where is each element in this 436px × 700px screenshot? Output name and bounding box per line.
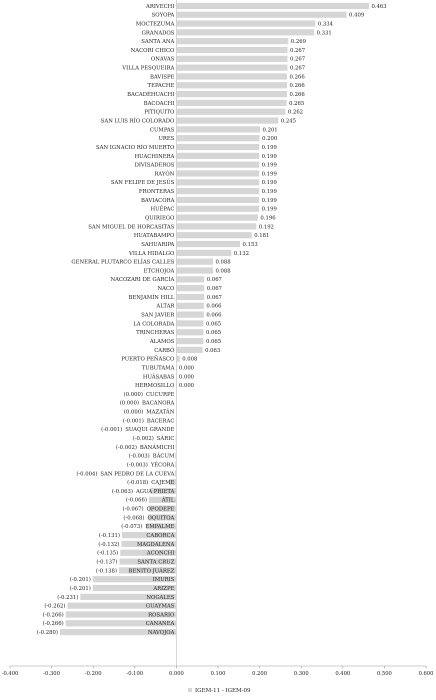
bar: [176, 100, 286, 106]
bar: [176, 117, 278, 123]
value-label: 0.199: [261, 162, 277, 169]
bar: [176, 73, 287, 79]
category-label: ALTAR: [156, 303, 175, 310]
value-label: 0.463: [371, 3, 387, 10]
category-label: IMURIS: [152, 577, 175, 584]
value-label: 0.267: [289, 47, 306, 54]
value-label: 0.199: [261, 189, 277, 196]
value-label: (-0.004): [76, 471, 98, 478]
category-label: CABORCA: [146, 533, 175, 540]
value-label: 0.192: [258, 224, 274, 231]
value-label: 0.088: [215, 259, 231, 266]
x-tick-label: 0.600: [418, 671, 434, 677]
category-label: NACOZARI DE GARCÍA: [110, 277, 175, 284]
category-label: ACONCHI: [146, 550, 175, 557]
category-label: BACERAC: [146, 418, 175, 425]
bar: [176, 162, 259, 168]
bar: [176, 259, 213, 265]
bar: [176, 126, 260, 132]
category-label: QUIRIEGO: [144, 215, 175, 222]
value-label: (-0.135): [97, 550, 119, 557]
category-label: BACADÉHUACHI: [127, 92, 175, 99]
x-tick-label: -0.200: [84, 671, 102, 677]
value-label: (-0.002): [115, 444, 137, 451]
value-label: 0.267: [289, 65, 306, 72]
category-label: HUACHINERA: [134, 153, 175, 160]
value-label: (0.000): [123, 409, 144, 416]
category-label: NACO: [157, 286, 175, 293]
category-label: OPODEPE: [146, 506, 175, 513]
value-label: (-0.266): [42, 621, 64, 628]
category-label: NOGALES: [146, 594, 175, 601]
value-label: 0.000: [178, 365, 195, 372]
category-label: NACORI CHICO: [130, 47, 175, 54]
bar: [176, 285, 204, 291]
category-label: VILLA PESQUEIRA: [122, 65, 175, 72]
category-label: AGUA PRIETA: [135, 488, 175, 495]
legend: [188, 688, 251, 694]
category-label: CUMPAS: [149, 127, 175, 134]
category-label: CAJEME: [151, 480, 175, 487]
category-label: GENERAL PLUTARCO ELÍAS CALLES: [71, 259, 175, 266]
category-label: TEPACHE: [147, 83, 175, 90]
bar: [176, 20, 315, 26]
value-label: 0.066: [206, 303, 222, 310]
value-label: 0.265: [289, 100, 305, 107]
bar: [176, 179, 259, 185]
category-label: SAN LUIS RÍO COLORADO: [100, 118, 175, 125]
value-label: (-0.067): [122, 506, 144, 513]
bar: [176, 276, 204, 282]
value-label: 0.262: [287, 109, 304, 116]
bar: [176, 109, 285, 115]
bar: [176, 29, 314, 35]
x-tick-label: -0.100: [126, 671, 144, 677]
value-label: 0.132: [233, 250, 249, 257]
category-label: ONAVAS: [150, 56, 175, 63]
value-label: 0.067: [206, 286, 222, 293]
category-label: RAYÓN: [154, 171, 175, 178]
category-label: HERMOSILLO: [135, 383, 175, 390]
category-label: ÁTIL: [161, 497, 175, 504]
category-label: ETCHOJOA: [143, 268, 175, 275]
bar: [176, 347, 202, 353]
bar: [176, 241, 240, 247]
category-label: HUÁSABAS: [142, 374, 175, 381]
value-label: 0.266: [289, 74, 305, 81]
bar: [176, 232, 251, 238]
category-label: LA COLORADA: [133, 321, 175, 328]
value-label: 0.199: [261, 197, 277, 204]
value-label: (-0.137): [96, 559, 118, 566]
bar: [176, 320, 203, 326]
category-label: VILLA HIDALGO: [129, 250, 175, 257]
category-label: BÁCUM: [152, 453, 175, 460]
value-label: (0.000): [123, 391, 143, 398]
value-label: 0.201: [262, 127, 278, 134]
bar: [176, 312, 203, 318]
value-label: (-0.201): [69, 585, 91, 592]
value-label: 0.063: [205, 347, 221, 354]
bar: [176, 197, 259, 203]
value-label: 0.200: [262, 136, 278, 143]
category-label: ROSARIO: [148, 612, 175, 619]
category-label: SAHUARIPA: [141, 241, 175, 248]
value-label: 0.334: [317, 21, 334, 28]
value-label: (-0.001): [122, 418, 144, 425]
category-label: PUERTO PEÑASCO: [121, 356, 175, 363]
value-label: (-0.262): [44, 603, 66, 610]
value-label: 0.065: [205, 330, 222, 337]
category-label: HUÉPAC: [150, 206, 175, 213]
value-label: 0.199: [261, 206, 277, 213]
bar: [176, 206, 259, 212]
value-label: 0.199: [261, 144, 277, 151]
category-label: EMPALME: [145, 524, 175, 531]
bar: [176, 223, 256, 229]
value-label: 0.153: [242, 241, 258, 248]
x-axis: [2, 666, 434, 677]
legend-label: IGEM-11 - IGEM-09: [195, 688, 251, 694]
category-label: DIVISADEROS: [134, 162, 175, 169]
category-label: SANTA ANA: [141, 39, 175, 46]
bar: [176, 329, 203, 335]
x-tick-label: 0.000: [168, 671, 184, 677]
category-label: TRINCHERAS: [136, 330, 175, 337]
value-label: 0.000: [178, 374, 195, 381]
value-label: (-0.073): [121, 524, 143, 531]
bar: [176, 135, 259, 141]
value-label: 0.000: [178, 383, 195, 390]
category-label: MAZATÁN: [146, 409, 175, 416]
value-label: (-0.132): [98, 541, 120, 548]
category-label: SAN JAVIER: [141, 312, 175, 319]
value-label: (-0.002): [132, 435, 154, 442]
category-label: BAVIACORA: [140, 197, 175, 204]
bar: [176, 12, 346, 18]
value-label: 0.065: [205, 321, 222, 328]
category-label: BACOACHI: [143, 100, 175, 107]
category-label: SAN FELIPE DE JESÚS: [110, 180, 175, 187]
legend-swatch: [188, 688, 192, 692]
bar: [176, 338, 203, 344]
value-label: (-0.266): [42, 612, 64, 619]
value-label: (-0.066): [125, 497, 147, 504]
bar: [176, 294, 204, 300]
value-label: 0.266: [289, 92, 305, 99]
category-label: BACANORA: [142, 400, 175, 407]
category-label: MOCTEZUMA: [135, 21, 175, 28]
value-label: (-0.003): [128, 453, 150, 460]
x-tick-label: 0.400: [335, 671, 351, 677]
x-tick-label: 0.300: [293, 671, 309, 677]
bar: [175, 453, 176, 459]
bar: [176, 91, 287, 97]
value-label: (-0.131): [98, 533, 120, 540]
value-label: (-0.138): [95, 568, 117, 575]
value-label: 0.088: [215, 268, 231, 275]
value-label: 0.266: [289, 83, 305, 90]
category-label: BAVISPE: [149, 74, 175, 81]
value-label: (-0.068): [123, 515, 145, 522]
bar: [176, 303, 203, 309]
category-label: SOYOPA: [151, 12, 175, 19]
bars-layer: [37, 3, 387, 636]
bar: [176, 38, 288, 44]
value-label: 0.065: [205, 338, 222, 345]
category-label: BENITO JUÁREZ: [128, 568, 175, 575]
value-label: (-0.001): [101, 427, 123, 434]
category-label: SUAQUI GRANDE: [125, 427, 175, 434]
value-label: 0.199: [261, 171, 277, 178]
category-label: ARIVECHI: [146, 3, 175, 10]
value-label: (-0.280): [36, 630, 58, 637]
bar: [176, 435, 177, 441]
category-label: SÁRIC: [156, 435, 175, 442]
value-label: (-0.018): [127, 480, 149, 487]
category-label: CUCURPE: [145, 391, 175, 398]
value-label: 0.067: [206, 294, 222, 301]
value-label: 0.267: [289, 56, 306, 63]
bar: [176, 153, 259, 159]
category-label: MAGDALENA: [136, 541, 175, 548]
bar: [176, 56, 287, 62]
category-label: SAN MIGUEL DE HORCASITAS: [88, 224, 175, 231]
category-label: ARIZPE: [153, 585, 175, 592]
value-label: 0.409: [349, 12, 365, 19]
x-tick-label: 0.200: [252, 671, 268, 677]
category-label: FRONTERAS: [138, 189, 175, 196]
x-tick-label: -0.300: [43, 671, 60, 677]
bar: [175, 461, 176, 467]
x-tick-label: 0.100: [210, 671, 226, 677]
bar: [176, 250, 231, 256]
bar: [176, 188, 259, 194]
category-label: URES: [158, 136, 175, 143]
bar: [176, 65, 287, 71]
category-label: SAN PEDRO DE LA CUEVA: [100, 471, 175, 478]
category-label: CANANEA: [145, 621, 175, 628]
bar: [175, 470, 177, 476]
value-label: 0.245: [280, 118, 296, 125]
category-label: HUATABAMPO: [133, 233, 175, 240]
bar: [176, 214, 258, 220]
bar: [176, 47, 287, 53]
category-label: SANTA CRUZ: [137, 559, 175, 566]
value-label: (-0.201): [69, 577, 91, 584]
category-label: YÉCORA: [150, 462, 175, 469]
value-label: (0.000): [119, 400, 140, 407]
category-label: OQUITOA: [147, 515, 175, 522]
value-label: (-0.231): [57, 594, 79, 601]
bar: [176, 82, 287, 88]
category-label: PITIQUITO: [144, 109, 175, 116]
value-label: 0.199: [261, 180, 277, 187]
value-label: 0.181: [254, 233, 270, 240]
bar: [176, 144, 259, 150]
value-label: 0.331: [316, 30, 332, 37]
x-tick-label: -0.400: [1, 671, 19, 677]
category-label: ÁLAMOS: [149, 338, 175, 345]
category-label: NAVOJOA: [147, 630, 175, 637]
value-label: 0.196: [260, 215, 276, 222]
category-label: TUBUTAMA: [141, 365, 175, 372]
value-label: 0.066: [206, 312, 222, 319]
category-label: CARBÓ: [154, 347, 175, 354]
value-label: (-0.003): [126, 462, 148, 469]
bar: [176, 170, 259, 176]
value-label: 0.199: [261, 153, 277, 160]
bar: [176, 3, 369, 9]
bar: [176, 356, 179, 362]
category-label: SAN IGNACIO RÍO MUERTO: [96, 144, 175, 151]
value-label: 0.067: [206, 277, 222, 284]
value-label: 0.269: [290, 39, 306, 46]
bar: [176, 444, 177, 450]
value-label: 0.008: [182, 356, 198, 363]
category-label: BENJAMÍN HILL: [128, 294, 175, 301]
category-label: GUAYMAS: [145, 603, 175, 610]
x-tick-label: 0.500: [376, 671, 392, 677]
category-label: BANÁMICHI: [139, 444, 175, 451]
bar: [176, 267, 213, 273]
value-label: (-0.063): [111, 488, 133, 495]
category-label: GRANADOS: [141, 30, 175, 37]
